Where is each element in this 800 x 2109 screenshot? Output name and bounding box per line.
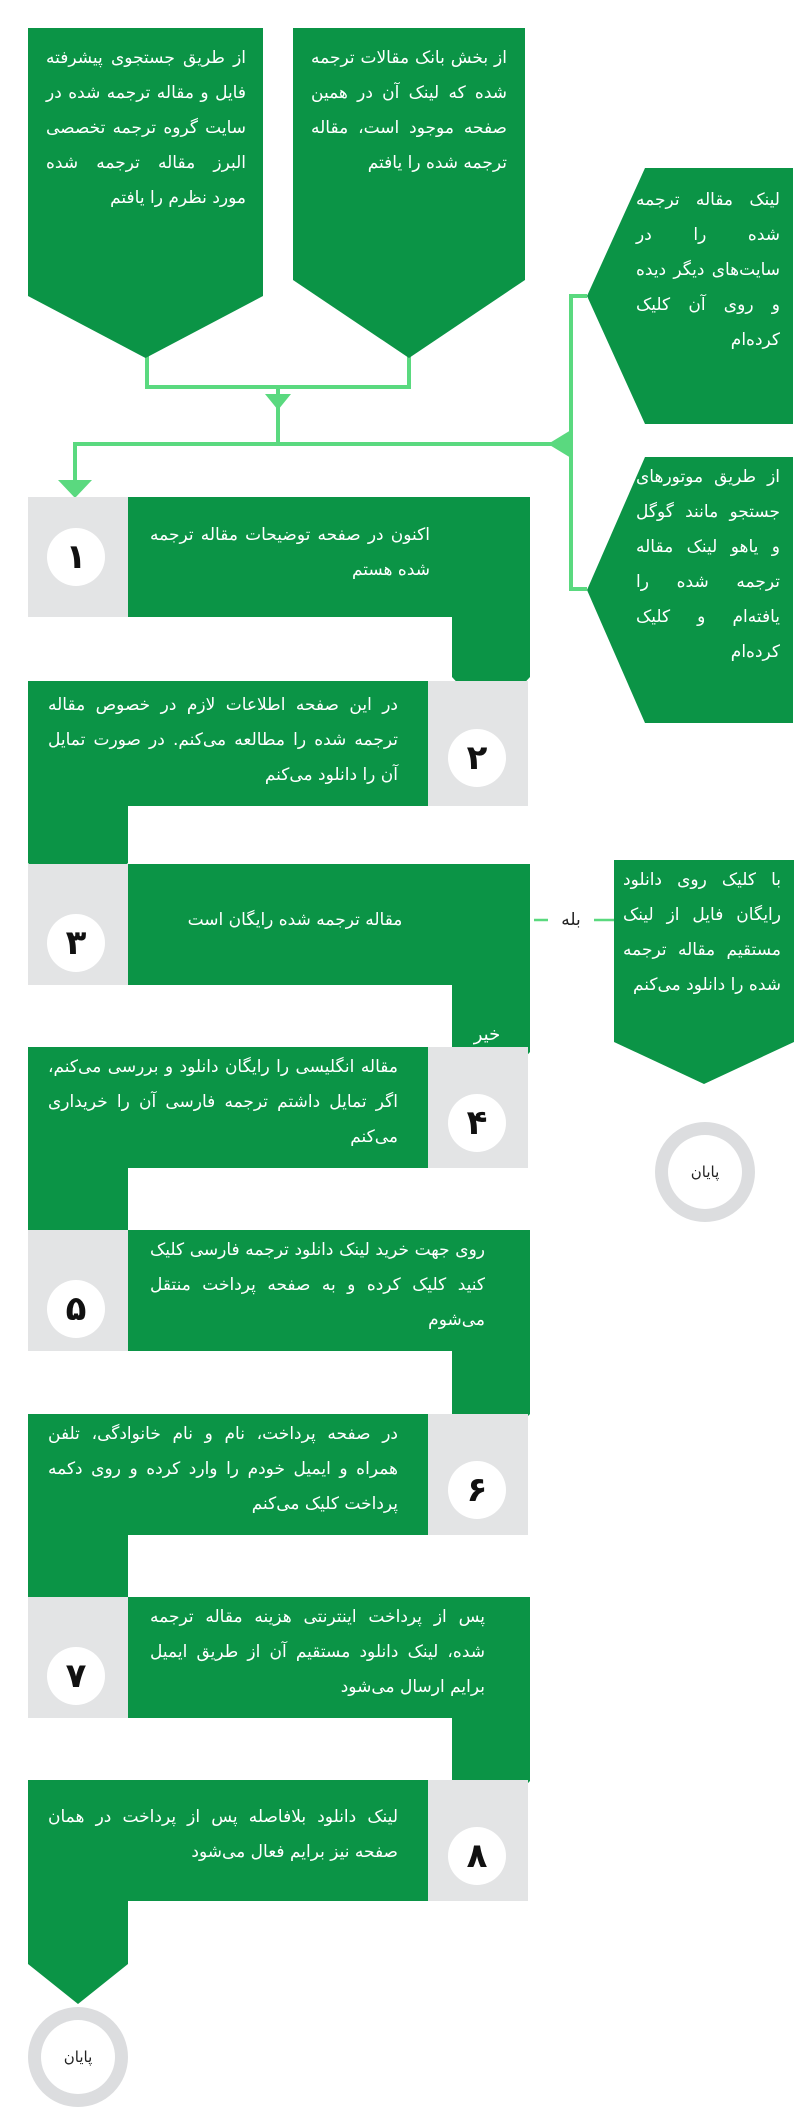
start-option-b: از بخش بانک مقالات ترجمه شده که لینک آن در همین صفحه موجود است، مقاله ترجمه شده را یافتم: [311, 48, 507, 173]
step-1-text: اکنون در صفحه توضیحات مقاله ترجمه شده هستم: [150, 525, 430, 580]
step-6-text: در صفحه پرداخت، نام و نام خانوادگی، تلفن همراه و ایمیل خودم را وارد کرده و روی دکمه پرداخت کلیک می‌کنم: [48, 1424, 398, 1514]
step-7-number: ۷: [47, 1647, 105, 1705]
flow-down-arrowhead: [58, 480, 92, 498]
start-option-a: از طریق جستجوی پیشرفته فایل و مقاله ترجمه شده در سایت گروه ترجمه تخصصی البرز مقاله ترجمه شده مورد نظرم را یافتم: [46, 48, 246, 208]
end-yes-label: پایان: [668, 1135, 742, 1209]
step-8-number: ۸: [448, 1827, 506, 1885]
yes-label: بله: [548, 908, 594, 932]
step-4-number: ۴: [448, 1094, 506, 1152]
end-main-label: پایان: [41, 2020, 115, 2094]
step-5-text: روی جهت خرید لینک دانلود ترجمه فارسی کلیک کنید کلیک کرده و به صفحه پرداخت منتقل می‌شوم: [150, 1240, 485, 1330]
step-1-number: ۱: [47, 528, 105, 586]
step-8-text: لینک دانلود بلافاصله پس از پرداخت در همان صفحه نیز برایم فعال می‌شود: [48, 1807, 398, 1862]
start-option-d: از طریق موتورهای جستجو مانند گوگل و یاهو لینک مقاله ترجمه شده را یافته‌ام و کلیک کرده‌ام: [636, 467, 780, 662]
merge-arrowhead: [265, 394, 291, 410]
merge-left-arrowhead: [548, 430, 571, 458]
step-2-text: در این صفحه اطلاعات لازم در خصوص مقاله ترجمه شده را مطالعه می‌کنم. در صورت تمایل آن را دانلود می‌کنم: [48, 695, 398, 785]
step-2-number: ۲: [448, 729, 506, 787]
step-5-number: ۵: [47, 1280, 105, 1338]
no-label: خیر: [473, 1024, 501, 1045]
step-7-text: پس از پرداخت اینترنتی هزینه مقاله ترجمه شده، لینک دانلود مستقیم آن از طریق ایمیل برایم ارسال می‌شود: [150, 1607, 485, 1697]
yes-branch-text: با کلیک روی دانلود رایگان فایل از لینک مستقیم مقاله ترجمه شده را دانلود می‌کنم: [623, 870, 781, 995]
step-3-number: ۳: [47, 914, 105, 972]
step-4-text: مقاله انگلیسی را رایگان دانلود و بررسی می‌کنم، اگر تمایل داشتم ترجمه فارسی آن را خریداری می‌کنم: [48, 1057, 398, 1147]
start-option-c: لینک مقاله ترجمه شده را در سایت‌های دیگر دیده و روی آن کلیک کرده‌ام: [636, 190, 780, 350]
step-3-text: مقاله ترجمه شده رایگان است: [187, 910, 403, 930]
step-6-number: ۶: [448, 1461, 506, 1519]
